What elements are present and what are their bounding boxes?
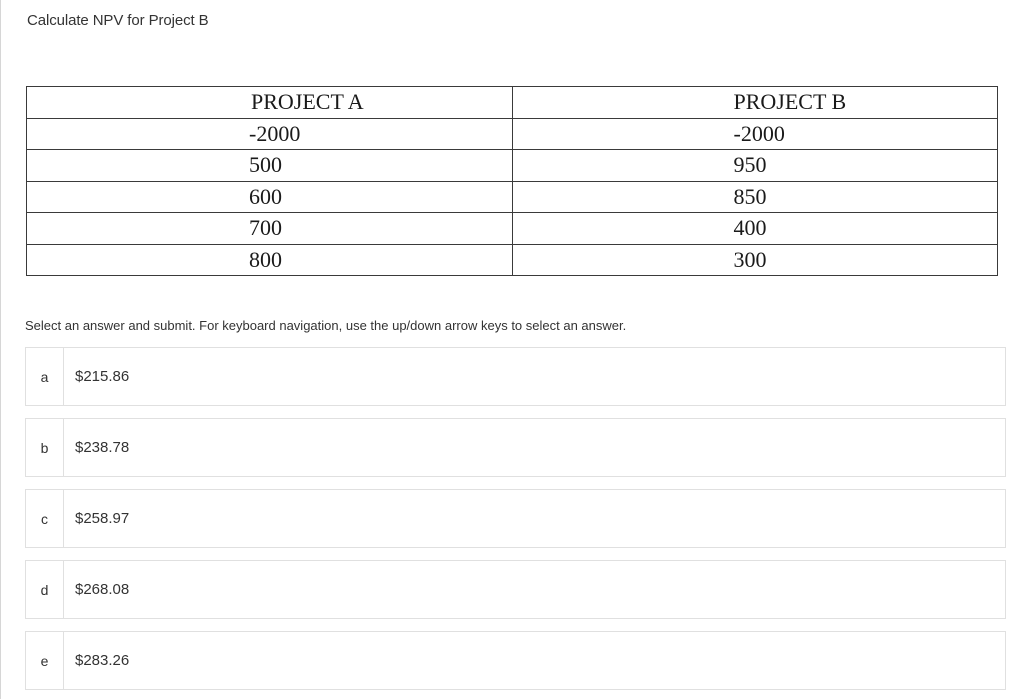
option-text: $268.08 (75, 581, 130, 598)
header-project-a: PROJECT A (27, 87, 513, 119)
option-letter: b (26, 419, 64, 476)
answer-option-e[interactable] (25, 631, 1006, 690)
answer-option-b[interactable] (25, 418, 1006, 477)
table-row (27, 181, 998, 213)
option-text: $215.86 (75, 368, 130, 385)
project-a-cash-flow: 500 (27, 150, 513, 182)
project-b-cash-flow: 300 (512, 244, 998, 276)
table-header-row (27, 87, 998, 119)
answer-option-a[interactable] (25, 347, 1006, 406)
table-row (27, 213, 998, 245)
cash-flow-table (26, 86, 998, 276)
option-letter: d (26, 561, 64, 618)
header-project-b: PROJECT B (512, 87, 998, 119)
project-a-cash-flow: -2000 (27, 118, 513, 150)
option-text: $283.26 (75, 652, 130, 669)
option-letter: a (26, 348, 64, 405)
project-b-cash-flow: 850 (512, 181, 998, 213)
project-b-cash-flow: 950 (512, 150, 998, 182)
project-b-cash-flow: 400 (512, 213, 998, 245)
option-text: $258.97 (75, 510, 130, 527)
answer-option-d[interactable] (25, 560, 1006, 619)
option-text: $238.78 (75, 439, 130, 456)
question-title: Calculate NPV for Project B (27, 12, 209, 29)
project-a-cash-flow: 700 (27, 213, 513, 245)
option-letter: c (26, 490, 64, 547)
answer-options-list (25, 347, 1006, 699)
project-a-cash-flow: 600 (27, 181, 513, 213)
project-a-cash-flow: 800 (27, 244, 513, 276)
table-row (27, 118, 998, 150)
option-letter: e (26, 632, 64, 689)
answer-option-c[interactable] (25, 489, 1006, 548)
table-row (27, 150, 998, 182)
table-row (27, 244, 998, 276)
left-border-rule (0, 0, 1, 699)
answer-instructions: Select an answer and submit. For keyboard navigation, use the up/down arrow keys to select an answer. (25, 318, 627, 333)
project-b-cash-flow: -2000 (512, 118, 998, 150)
